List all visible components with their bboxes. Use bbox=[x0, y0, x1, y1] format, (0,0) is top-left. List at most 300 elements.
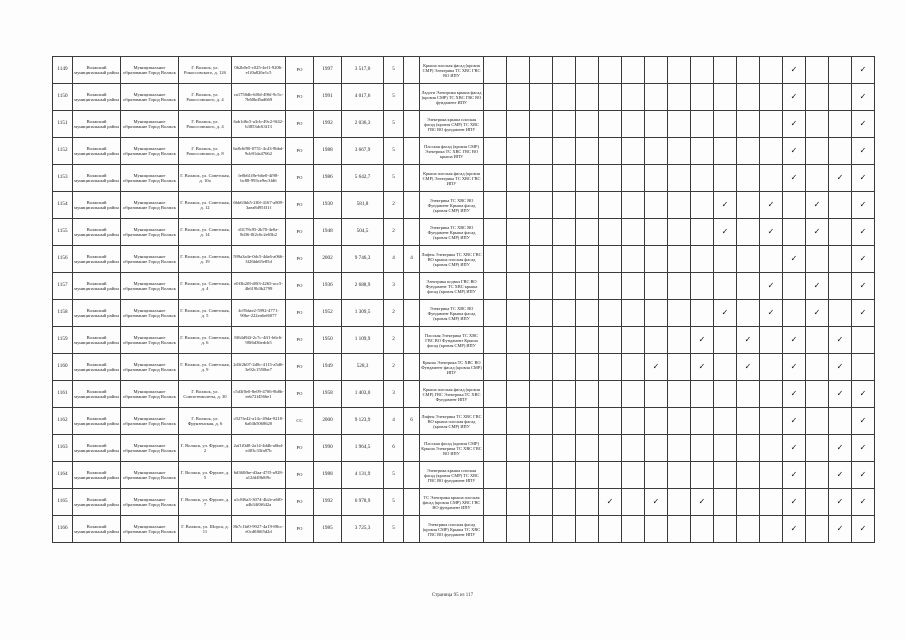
district-cell: Волжский муниципальный район bbox=[73, 489, 121, 516]
check-mark-icon: ✓ bbox=[852, 219, 875, 246]
empty-cell bbox=[553, 111, 576, 138]
entrances-cell: 6 bbox=[404, 408, 420, 435]
district-cell: Волжский муниципальный район bbox=[73, 381, 121, 408]
address-cell: Г. Волжск, ул. Фрунзе, д. 2 bbox=[179, 435, 232, 462]
floors-cell: 5 bbox=[384, 111, 404, 138]
empty-cell bbox=[530, 462, 553, 489]
floors-cell: 4 bbox=[384, 246, 404, 273]
area-cell: 9 746,3 bbox=[342, 246, 384, 273]
check-mark-icon: ✓ bbox=[829, 462, 852, 489]
empty-cell bbox=[806, 111, 829, 138]
check-mark-icon: ✓ bbox=[737, 327, 760, 354]
empty-cell bbox=[530, 192, 553, 219]
area-cell: 3 517,0 bbox=[342, 57, 384, 84]
entrances-cell: 4 bbox=[404, 246, 420, 273]
empty-cell bbox=[668, 219, 691, 246]
check-mark-icon: ✓ bbox=[852, 57, 875, 84]
table-row bbox=[53, 273, 875, 300]
settlement-cell: Муниципальное образование Город Волжск bbox=[121, 219, 179, 246]
district-cell: Волжский муниципальный район bbox=[73, 111, 121, 138]
area-cell: 4 017,6 bbox=[342, 84, 384, 111]
address-cell: Г. Волжск, ул. Шорса, д. 11 bbox=[179, 516, 232, 543]
empty-cell bbox=[553, 246, 576, 273]
entrances-cell bbox=[404, 462, 420, 489]
check-mark-icon: ✓ bbox=[760, 300, 783, 327]
empty-cell bbox=[553, 462, 576, 489]
empty-cell bbox=[668, 516, 691, 543]
check-mark-icon: ✓ bbox=[737, 354, 760, 381]
empty-cell bbox=[714, 381, 737, 408]
build-year-cell: 1952 bbox=[314, 300, 342, 327]
empty-cell bbox=[484, 462, 507, 489]
empty-cell bbox=[553, 381, 576, 408]
table-row bbox=[53, 111, 875, 138]
empty-cell bbox=[714, 165, 737, 192]
check-mark-icon: ✓ bbox=[691, 354, 714, 381]
empty-cell bbox=[530, 246, 553, 273]
area-cell: 1 309,5 bbox=[342, 300, 384, 327]
empty-cell bbox=[553, 408, 576, 435]
empty-cell bbox=[806, 327, 829, 354]
district-cell: Волжский муниципальный район bbox=[73, 246, 121, 273]
table-row bbox=[53, 381, 875, 408]
entrances-cell bbox=[404, 354, 420, 381]
empty-cell bbox=[622, 381, 645, 408]
management-code-cell: РО bbox=[286, 273, 314, 300]
empty-cell bbox=[645, 84, 668, 111]
empty-cell bbox=[576, 273, 599, 300]
empty-cell bbox=[622, 246, 645, 273]
management-code-cell: РО bbox=[286, 354, 314, 381]
row-number-cell: 1161 bbox=[53, 381, 73, 408]
table-row bbox=[53, 192, 875, 219]
check-mark-icon: ✓ bbox=[852, 111, 875, 138]
works-list-cell: Плоская фасад (кровля СМР) Электрика ТС ХВС ГВС ВО крыша ИПУ bbox=[420, 138, 484, 165]
building-uid-cell: c5d3f0e0-8e09-4706-9b8b-eeb72f4566e1 bbox=[232, 381, 286, 408]
settlement-cell: Муниципальное образование Город Волжск bbox=[121, 273, 179, 300]
empty-cell bbox=[714, 489, 737, 516]
empty-cell bbox=[829, 246, 852, 273]
address-cell: Г. Волжск, ул. Рокоссовского, д. 4 bbox=[179, 111, 232, 138]
district-cell: Волжский муниципальный район bbox=[73, 84, 121, 111]
empty-cell bbox=[576, 489, 599, 516]
works-list-cell: Электрика ТС ХВС ВО Фундамент Крыша фасад (кровля СМР) ИПУ bbox=[420, 300, 484, 327]
empty-cell bbox=[576, 300, 599, 327]
empty-cell bbox=[530, 435, 553, 462]
empty-cell bbox=[737, 111, 760, 138]
empty-cell bbox=[645, 246, 668, 273]
empty-cell bbox=[668, 435, 691, 462]
address-cell: Г. Волжск, ул. Советская, д. 5 bbox=[179, 300, 232, 327]
check-mark-icon: ✓ bbox=[829, 327, 852, 354]
empty-cell bbox=[760, 84, 783, 111]
empty-cell bbox=[599, 138, 622, 165]
check-mark-icon: ✓ bbox=[760, 219, 783, 246]
floors-cell: 2 bbox=[384, 300, 404, 327]
check-mark-icon: ✓ bbox=[806, 273, 829, 300]
empty-cell bbox=[760, 354, 783, 381]
empty-cell bbox=[668, 84, 691, 111]
check-mark-icon: ✓ bbox=[691, 489, 714, 516]
check-mark-icon: ✓ bbox=[783, 57, 806, 84]
address-cell: Г. Волжск, ул. Фрунзе, д. 5 bbox=[179, 462, 232, 489]
empty-cell bbox=[599, 516, 622, 543]
row-number-cell: 1159 bbox=[53, 327, 73, 354]
entrances-cell bbox=[404, 516, 420, 543]
empty-cell bbox=[530, 219, 553, 246]
empty-cell bbox=[760, 57, 783, 84]
empty-cell bbox=[668, 165, 691, 192]
empty-cell bbox=[714, 138, 737, 165]
building-uid-cell: d3178c95-2b70-4e0a-8d36-0f2c6c2e65b2 bbox=[232, 219, 286, 246]
empty-cell bbox=[668, 192, 691, 219]
table-row bbox=[53, 327, 875, 354]
entrances-cell bbox=[404, 300, 420, 327]
empty-cell bbox=[783, 273, 806, 300]
building-uid-cell: fe0b61f8e-b6e0-4f98-bc88-993ce9ec3fd6 bbox=[232, 165, 286, 192]
empty-cell bbox=[806, 165, 829, 192]
empty-cell bbox=[484, 57, 507, 84]
management-code-cell: РО bbox=[286, 327, 314, 354]
works-list-cell: Электрика подвал ГВС ВО Фундамент ТС ХВС крыша фасад (кровля СМР) ИПУ bbox=[420, 273, 484, 300]
build-year-cell: 1948 bbox=[314, 219, 342, 246]
works-list-cell: Электрика крыша плоская фасад (кровля СМР) ТС ХВС ГВС ВО фундамент ИПУ bbox=[420, 111, 484, 138]
empty-cell bbox=[484, 408, 507, 435]
area-cell: 528,3 bbox=[342, 354, 384, 381]
check-mark-icon: ✓ bbox=[783, 246, 806, 273]
empty-cell bbox=[737, 516, 760, 543]
empty-cell bbox=[737, 408, 760, 435]
address-cell: Г. Волжск, ул. Фрунзенская, д. 6 bbox=[179, 408, 232, 435]
district-cell: Волжский муниципальный район bbox=[73, 300, 121, 327]
empty-cell bbox=[668, 462, 691, 489]
build-year-cell: 1986 bbox=[314, 165, 342, 192]
works-list-cell: Ладоги Электрика крыша фасад (кровля СМР) ТС ХВС ГВС ВО фундамент ИПУ bbox=[420, 84, 484, 111]
row-number-cell: 1153 bbox=[53, 165, 73, 192]
row-number-cell: 1162 bbox=[53, 408, 73, 435]
empty-cell bbox=[737, 165, 760, 192]
settlement-cell: Муниципальное образование Город Волжск bbox=[121, 57, 179, 84]
build-year-cell: 1997 bbox=[314, 57, 342, 84]
management-code-cell: РО bbox=[286, 57, 314, 84]
empty-cell bbox=[553, 327, 576, 354]
empty-cell bbox=[737, 435, 760, 462]
table-row bbox=[53, 84, 875, 111]
management-code-cell: РО bbox=[286, 435, 314, 462]
address-cell: Г. Волжск, ул. Советская, д. 6 bbox=[179, 327, 232, 354]
empty-cell bbox=[737, 219, 760, 246]
empty-cell bbox=[530, 408, 553, 435]
empty-cell bbox=[530, 111, 553, 138]
empty-cell bbox=[576, 138, 599, 165]
row-number-cell: 1149 bbox=[53, 57, 73, 84]
building-uid-cell: 2af1f0d0-2a14-4ddb-a6bd-e403c33fa87b bbox=[232, 435, 286, 462]
empty-cell bbox=[576, 381, 599, 408]
empty-cell bbox=[553, 300, 576, 327]
empty-cell bbox=[484, 246, 507, 273]
address-cell: Г. Волжск, ул. Фрунзе, д. 7 bbox=[179, 489, 232, 516]
empty-cell bbox=[806, 381, 829, 408]
row-number-cell: 1160 bbox=[53, 354, 73, 381]
floors-cell: 5 bbox=[384, 462, 404, 489]
empty-cell bbox=[599, 408, 622, 435]
check-mark-icon: ✓ bbox=[783, 327, 806, 354]
settlement-cell: Муниципальное образование Город Волжск bbox=[121, 300, 179, 327]
empty-cell bbox=[530, 57, 553, 84]
check-mark-icon: ✓ bbox=[760, 273, 783, 300]
empty-cell bbox=[553, 489, 576, 516]
empty-cell bbox=[507, 516, 530, 543]
floors-cell: 4 bbox=[384, 408, 404, 435]
empty-cell bbox=[760, 462, 783, 489]
entrances-cell bbox=[404, 435, 420, 462]
table-row bbox=[53, 516, 875, 543]
check-mark-icon: ✓ bbox=[783, 381, 806, 408]
empty-cell bbox=[599, 354, 622, 381]
empty-cell bbox=[645, 516, 668, 543]
empty-cell bbox=[576, 111, 599, 138]
empty-cell bbox=[622, 354, 645, 381]
check-mark-icon: ✓ bbox=[829, 516, 852, 543]
empty-cell bbox=[622, 84, 645, 111]
empty-cell bbox=[691, 192, 714, 219]
area-cell: 1 403,0 bbox=[342, 381, 384, 408]
works-list-cell: ТС Электрика крыша плоская фасад (кровля СМР) ХВС ГВС ВО фундамент ИПУ bbox=[420, 489, 484, 516]
building-uid-cell: 6bb63bb5-2f0f-4167-a809-3aea8d95f31f bbox=[232, 192, 286, 219]
empty-cell bbox=[507, 300, 530, 327]
management-code-cell: СС bbox=[286, 408, 314, 435]
empty-cell bbox=[737, 84, 760, 111]
row-number-cell: 1156 bbox=[53, 246, 73, 273]
empty-cell bbox=[714, 84, 737, 111]
check-mark-icon: ✓ bbox=[829, 489, 852, 516]
empty-cell bbox=[645, 219, 668, 246]
empty-cell bbox=[806, 138, 829, 165]
address-cell: Г. Волжск, ул. Советская, д. 4 bbox=[179, 273, 232, 300]
empty-cell bbox=[622, 300, 645, 327]
table-row bbox=[53, 138, 875, 165]
empty-cell bbox=[553, 354, 576, 381]
empty-cell bbox=[737, 462, 760, 489]
entrances-cell bbox=[404, 111, 420, 138]
build-year-cell: 1936 bbox=[314, 273, 342, 300]
empty-cell bbox=[622, 111, 645, 138]
address-cell: Г. Волжск, ул. Рокоссовского, д. 8 bbox=[179, 138, 232, 165]
management-code-cell: РО bbox=[286, 111, 314, 138]
empty-cell bbox=[553, 273, 576, 300]
empty-cell bbox=[691, 381, 714, 408]
settlement-cell: Муниципальное образование Город Волжск bbox=[121, 462, 179, 489]
build-year-cell: 1988 bbox=[314, 138, 342, 165]
empty-cell bbox=[760, 408, 783, 435]
empty-cell bbox=[622, 57, 645, 84]
floors-cell: 2 bbox=[384, 192, 404, 219]
empty-cell bbox=[622, 462, 645, 489]
empty-cell bbox=[737, 192, 760, 219]
empty-cell bbox=[530, 381, 553, 408]
check-mark-icon: ✓ bbox=[829, 165, 852, 192]
empty-cell bbox=[760, 165, 783, 192]
empty-cell bbox=[599, 435, 622, 462]
row-number-cell: 1165 bbox=[53, 489, 73, 516]
empty-cell bbox=[553, 219, 576, 246]
empty-cell bbox=[576, 435, 599, 462]
floors-cell: 3 bbox=[384, 273, 404, 300]
check-mark-icon: ✓ bbox=[806, 192, 829, 219]
empty-cell bbox=[668, 138, 691, 165]
check-mark-icon: ✓ bbox=[783, 111, 806, 138]
empty-cell bbox=[668, 327, 691, 354]
district-cell: Волжский муниципальный район bbox=[73, 516, 121, 543]
empty-cell bbox=[806, 246, 829, 273]
empty-cell bbox=[645, 327, 668, 354]
empty-cell bbox=[806, 354, 829, 381]
empty-cell bbox=[645, 408, 668, 435]
area-cell: 3 725,3 bbox=[342, 516, 384, 543]
empty-cell bbox=[714, 273, 737, 300]
row-number-cell: 1166 bbox=[53, 516, 73, 543]
empty-cell bbox=[599, 219, 622, 246]
table-row bbox=[53, 219, 875, 246]
empty-cell bbox=[668, 300, 691, 327]
settlement-cell: Муниципальное образование Город Волжск bbox=[121, 435, 179, 462]
empty-cell bbox=[576, 516, 599, 543]
empty-cell bbox=[852, 327, 875, 354]
empty-cell bbox=[622, 165, 645, 192]
building-uid-cell: ca1750db-6f0d-496f-9c5c-7b60bd5ad669 bbox=[232, 84, 286, 111]
building-uid-cell: 6ab1d6c5-a3cb-49c2-9f42-b3853dc63f13 bbox=[232, 111, 286, 138]
entrances-cell bbox=[404, 327, 420, 354]
check-mark-icon: ✓ bbox=[783, 165, 806, 192]
check-mark-icon: ✓ bbox=[806, 219, 829, 246]
district-cell: Волжский муниципальный район bbox=[73, 462, 121, 489]
check-mark-icon: ✓ bbox=[714, 300, 737, 327]
address-cell: Г. Волжск, ул. Советская, д. 9 bbox=[179, 354, 232, 381]
empty-cell bbox=[576, 57, 599, 84]
empty-cell bbox=[691, 219, 714, 246]
check-mark-icon: ✓ bbox=[852, 192, 875, 219]
settlement-cell: Муниципальное образование Город Волжск bbox=[121, 138, 179, 165]
housing-table bbox=[52, 56, 875, 543]
table-row bbox=[53, 408, 875, 435]
build-year-cell: 1992 bbox=[314, 489, 342, 516]
empty-cell bbox=[691, 273, 714, 300]
empty-cell bbox=[806, 435, 829, 462]
empty-cell bbox=[553, 435, 576, 462]
empty-cell bbox=[783, 192, 806, 219]
district-cell: Волжский муниципальный район bbox=[73, 165, 121, 192]
empty-cell bbox=[530, 327, 553, 354]
build-year-cell: 1949 bbox=[314, 354, 342, 381]
table-row bbox=[53, 246, 875, 273]
row-number-cell: 1158 bbox=[53, 300, 73, 327]
empty-cell bbox=[553, 84, 576, 111]
empty-cell bbox=[691, 246, 714, 273]
empty-cell bbox=[576, 327, 599, 354]
empty-cell bbox=[507, 435, 530, 462]
empty-cell bbox=[806, 57, 829, 84]
check-mark-icon: ✓ bbox=[852, 165, 875, 192]
empty-cell bbox=[622, 219, 645, 246]
row-number-cell: 1157 bbox=[53, 273, 73, 300]
district-cell: Волжский муниципальный район bbox=[73, 219, 121, 246]
check-mark-icon: ✓ bbox=[760, 192, 783, 219]
empty-cell bbox=[829, 219, 852, 246]
build-year-cell: 1992 bbox=[314, 111, 342, 138]
works-list-cell: Крыша плоская фасад (кровля СМР) Электрика ТС ХВС ГВС ИПУ bbox=[420, 165, 484, 192]
table-row bbox=[53, 435, 875, 462]
build-year-cell: 1991 bbox=[314, 84, 342, 111]
check-mark-icon: ✓ bbox=[829, 354, 852, 381]
works-list-cell: Крыша плоская фасад (кровля СМР) ГВС Электрика ТС ХВС Фундамент ИПУ bbox=[420, 381, 484, 408]
management-code-cell: РО bbox=[286, 489, 314, 516]
empty-cell bbox=[737, 273, 760, 300]
empty-cell bbox=[737, 489, 760, 516]
empty-cell bbox=[691, 111, 714, 138]
building-uid-cell: 8b7c1bf0-9927-4a19-88cc-e0cd0f665d2d bbox=[232, 516, 286, 543]
empty-cell bbox=[737, 57, 760, 84]
check-mark-icon: ✓ bbox=[783, 354, 806, 381]
empty-cell bbox=[530, 84, 553, 111]
empty-cell bbox=[691, 165, 714, 192]
empty-cell bbox=[507, 138, 530, 165]
empty-cell bbox=[599, 462, 622, 489]
empty-cell bbox=[852, 354, 875, 381]
building-uid-cell: 599a3a4e-0dc5-4da6-a066-3f26bb65e85d bbox=[232, 246, 286, 273]
works-list-cell: Электрика плоская фасад (кровля СМР) Крыша ТС ХВС ГВС ВО фундамент ИПУ bbox=[420, 516, 484, 543]
table-row bbox=[53, 354, 875, 381]
empty-cell bbox=[829, 192, 852, 219]
check-mark-icon: ✓ bbox=[852, 273, 875, 300]
empty-cell bbox=[760, 327, 783, 354]
check-mark-icon: ✓ bbox=[691, 327, 714, 354]
empty-cell bbox=[530, 138, 553, 165]
management-code-cell: РО bbox=[286, 219, 314, 246]
empty-cell bbox=[829, 408, 852, 435]
empty-cell bbox=[553, 516, 576, 543]
page-number: Страница 95 из 117 bbox=[431, 593, 474, 598]
check-mark-icon: ✓ bbox=[829, 381, 852, 408]
empty-cell bbox=[484, 327, 507, 354]
building-uid-cell: 2d3f2b07-2d0c-4115-a5d6-3e92c1550be7 bbox=[232, 354, 286, 381]
empty-cell bbox=[576, 246, 599, 273]
table-row bbox=[53, 57, 875, 84]
empty-cell bbox=[737, 300, 760, 327]
row-number-cell: 1164 bbox=[53, 462, 73, 489]
empty-cell bbox=[507, 111, 530, 138]
entrances-cell bbox=[404, 381, 420, 408]
empty-cell bbox=[691, 462, 714, 489]
floors-cell: 5 bbox=[384, 138, 404, 165]
build-year-cell: 1988 bbox=[314, 462, 342, 489]
check-mark-icon: ✓ bbox=[852, 300, 875, 327]
settlement-cell: Муниципальное образование Город Волжск bbox=[121, 84, 179, 111]
check-mark-icon: ✓ bbox=[852, 462, 875, 489]
empty-cell bbox=[829, 57, 852, 84]
floors-cell: 2 bbox=[384, 354, 404, 381]
entrances-cell bbox=[404, 192, 420, 219]
management-code-cell: РО bbox=[286, 300, 314, 327]
works-list-cell: Крыша плоская фасад (кровля СМР) Электрика ТС ХВС ГВС ВО ИПУ bbox=[420, 57, 484, 84]
empty-cell bbox=[760, 516, 783, 543]
empty-cell bbox=[691, 138, 714, 165]
check-mark-icon: ✓ bbox=[852, 408, 875, 435]
empty-cell bbox=[507, 57, 530, 84]
area-cell: 6 978,9 bbox=[342, 489, 384, 516]
check-mark-icon: ✓ bbox=[783, 462, 806, 489]
empty-cell bbox=[691, 516, 714, 543]
check-mark-icon: ✓ bbox=[852, 489, 875, 516]
